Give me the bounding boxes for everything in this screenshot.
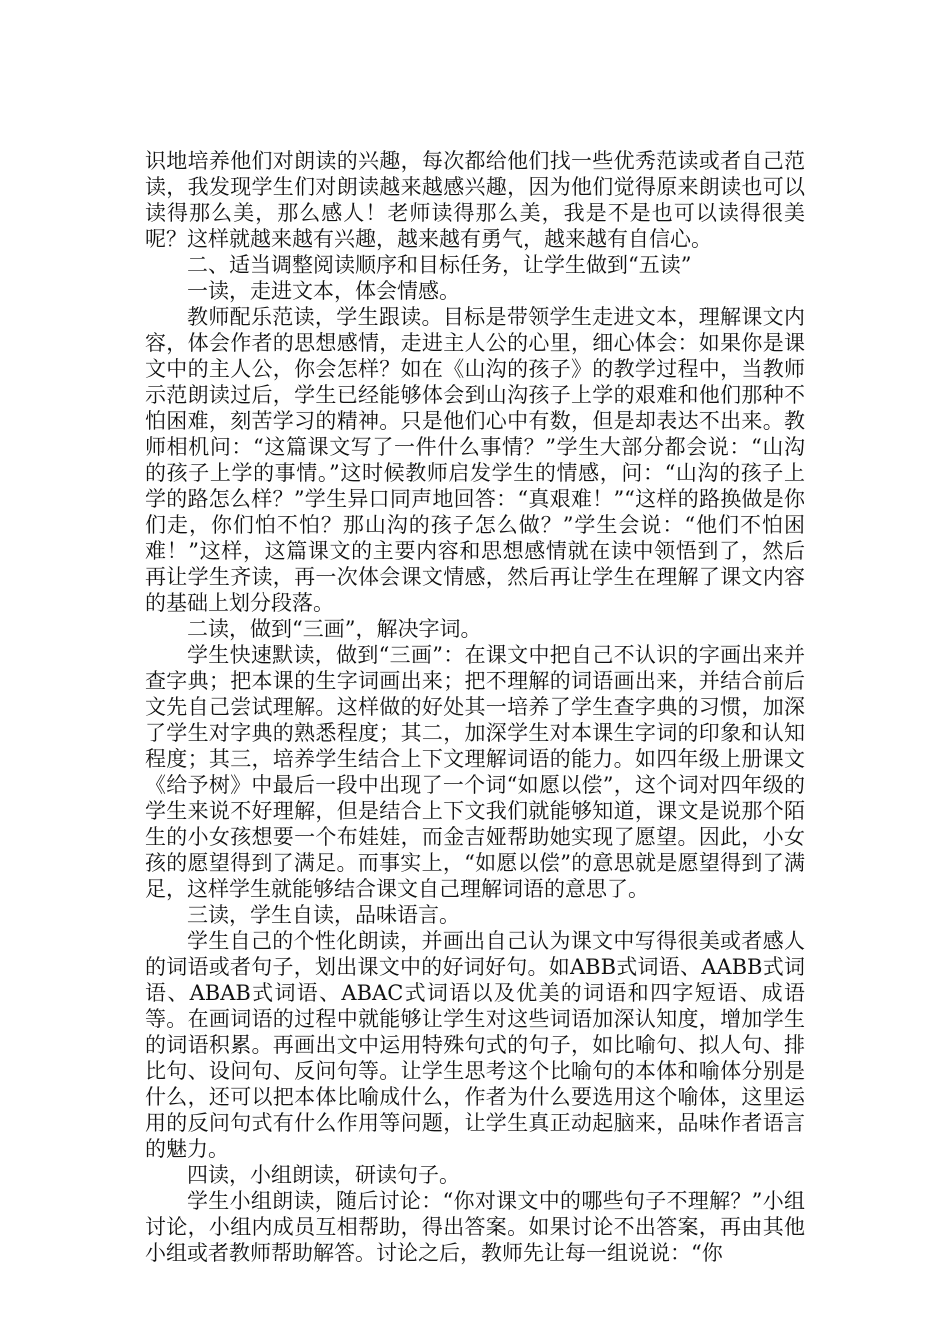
paragraph-5: 二读，做到“三画”，解决字词。 [187, 617, 482, 641]
paragraph-10: 学生小组朗读，随后讨论：“你对课文中的哪些句子不理解？”小组讨论，小组内成员互相帮助，得出答案。如果讨论不出答案，再由其他小组或者教师帮助解答。讨论之后，教师先让每一组说说：“你 [145, 1189, 805, 1265]
document-body [145, 148, 805, 1266]
paragraph-3: 一读，走进文本，体会情感。 [187, 279, 460, 303]
paragraph-8: 学生自己的个性化朗读，并画出自己认为课文中写得很美或者感人的词语或者句子，划出课文中的好词好句。如ABB式词语、AABB式词语、ABAB式词语、ABAC式词语以及优美的词语和四字短语、成语等。在画词语的过程中就能够让学生对这些词语加深认知度，增加学生的词语积累。再画出文中运用特殊句式的句子，如比喻句、拟人句、排比句、设问句、反问句等。让学生思考这个比喻句的本体和喻体分别是什么，还可以把本体比喻成什么，作者为什么要选用这个喻体，这里运用的反问句式有什么作用等问题，让学生真正动起脑来，品味作者语言的魅力。 [145, 929, 805, 1161]
paragraph-4: 教师配乐范读，学生跟读。目标是带领学生走进文本，理解课文内容，体会作者的思想感情，走进主人公的心里，细心体会：如果你是课文中的主人公，你会怎样？如在《山沟的孩子》的教学过程中，当教师示范朗读过后，学生已经能够体会到山沟孩子上学的艰难和他们那种不怕困难，刻苦学习的精神。只是他们心中有数，但是却表达不出来。教师相机问：“这篇课文写了一件什么事情？”学生大部分都会说：“山沟的孩子上学的事情。”这时候教师启发学生的情感，问：“山沟的孩子上学的路怎么样？”学生异口同声地回答：“真艰难！”“这样的路换做是你们走，你们怕不怕？那山沟的孩子怎么做？”学生会说：“他们不怕困难！”这样，这篇课文的主要内容和思想感情就在读中领悟到了，然后再让学生齐读，再一次体会课文情感，然后再让学生在理解了课文内容的基础上划分段落。 [145, 305, 805, 615]
paragraph-7: 三读，学生自读，品味语言。 [187, 903, 460, 927]
paragraph-1: 识地培养他们对朗读的兴趣，每次都给他们找一些优秀范读或者自己范读，我发现学生们对朗读越来越感兴趣，因为他们觉得原来朗读也可以读得那么美，那么感人！老师读得那么美，我是不是也可以读得很美呢？这样就越来越有兴趣，越来越有勇气，越来越有自信心。 [145, 149, 805, 251]
paragraph-2: 二、适当调整阅读顺序和目标任务，让学生做到“五读” [187, 253, 692, 277]
paragraph-9: 四读，小组朗读，研读句子。 [187, 1163, 460, 1187]
paragraph-6: 学生快速默读，做到“三画”：在课文中把自己不认识的字画出来并查字典；把本课的生字词画出来；把不理解的词语画出来，并结合前后文先自己尝试理解。这样做的好处其一培养了学生查字典的习惯，加深了学生对字典的熟悉程度；其二，加深学生对本课生字词的印象和认知程度；其三，培养学生结合上下文理解词语的能力。如四年级上册课文《给予树》中最后一段中出现了一个词“如愿以偿”，这个词对四年级的学生来说不好理解，但是结合上下文我们就能够知道，课文是说那个陌生的小女孩想要一个布娃娃，而金吉娅帮助她实现了愿望。因此，小女孩的愿望得到了满足。而事实上，“如愿以偿”的意思就是愿望得到了满足，这样学生就能够结合课文自己理解词语的意思了。 [145, 643, 805, 901]
